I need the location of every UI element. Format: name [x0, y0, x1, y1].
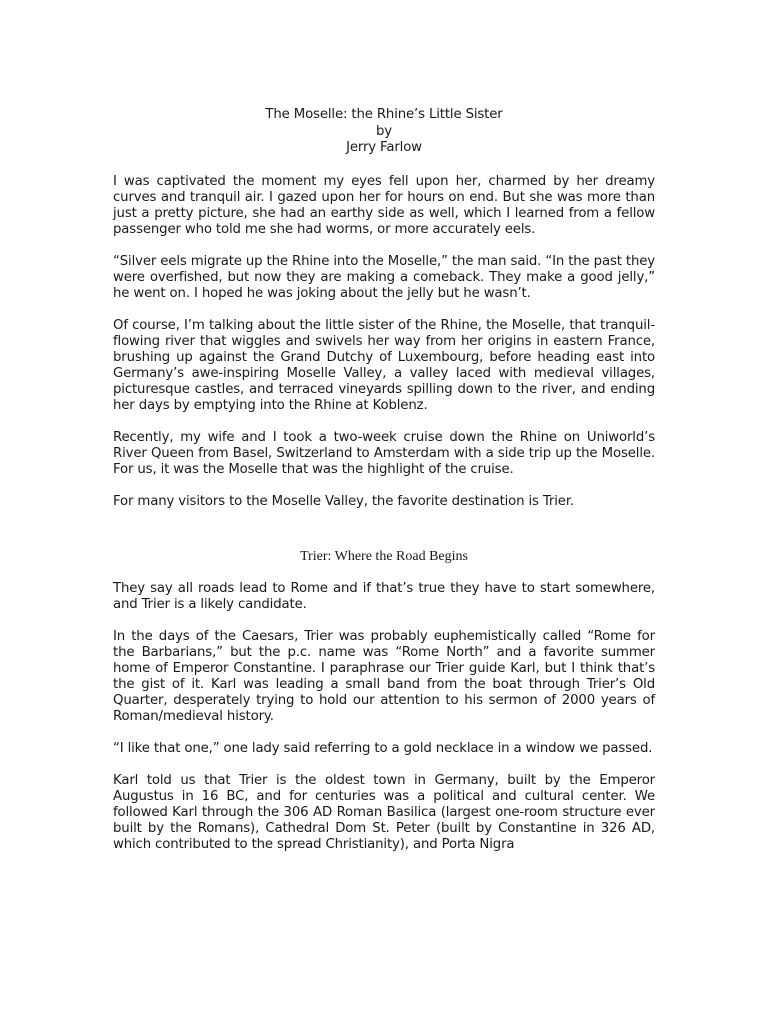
- paragraph: I was captivated the moment my eyes fell upon her, charmed by her dreamy curves and tranquil air. I gazed upon her for hours on end. But she was more than just a pretty picture, she had an earthy side as well, which I learned from a fellow passenger who told me she had worms, or more accurately eels.: [113, 173, 655, 237]
- paragraph: Of course, I’m talking about the little sister of the Rhine, the Moselle, that tranquil-flowing river that wiggles and swivels her way from her origins in eastern France, brushing up against the Grand Dutchy of Luxembourg, before heading east into Germany’s awe-inspiring Moselle Valley, a valley laced with medieval villages, picturesque castles, and terraced vineyards spilling down to the river, and ending her days by emptying into the Rhine at Koblenz.: [113, 317, 655, 413]
- paragraph: “I like that one,” one lady said referring to a gold necklace in a window we passed.: [113, 740, 653, 756]
- paragraph: In the days of the Caesars, Trier was probably euphemistically called “Rome for the Barbarians,” but the p.c. name was “Rome North” and a favorite summer home of Emperor Constantine. I paraphrase our Trier guide Karl, but I think that’s the gist of it. Karl was leading a small band from the boat through Trier’s Old Quarter, desperately trying to hold our attention to his sermon of 2000 years of Roman/medieval history.: [113, 628, 655, 724]
- section-heading: Trier: Where the Road Begins: [300, 548, 468, 564]
- paragraph: Karl told us that Trier is the oldest town in Germany, built by the Emperor Augustus in 16 BC, and for centuries was a political and cultural center. We followed Karl through the 306 AD Roman Basilica (largest one-room structure ever built by the Romans), Cathedral Dom St. Peter (built by Constantine in 326 AD, which contributed to the spread Christianity), and Porta Nigra: [113, 772, 655, 852]
- paragraph: “Silver eels migrate up the Rhine into the Moselle,” the man said. “In the past they were overfished, but now they are making a comeback. They make a good jelly,” he went on. I hoped he was joking about the jelly but he wasn’t.: [113, 253, 655, 301]
- paragraph: For many visitors to the Moselle Valley, the favorite destination is Trier.: [113, 493, 574, 509]
- paragraph: They say all roads lead to Rome and if that’s true they have to start somewhere, and Trier is a likely candidate.: [113, 580, 655, 612]
- byline: by: [375, 123, 392, 139]
- author-name: Jerry Farlow: [346, 140, 422, 155]
- title-block: [113, 107, 655, 157]
- paragraph: Recently, my wife and I took a two-week cruise down the Rhine on Uniworld’s River Queen from Basel, Switzerland to Amsterdam with a side trip up the Moselle. For us, it was the Moselle that was the highlight of the cruise.: [113, 429, 655, 477]
- document-body: [113, 107, 655, 869]
- document-title: The Moselle: the Rhine’s Little Sister: [265, 107, 503, 122]
